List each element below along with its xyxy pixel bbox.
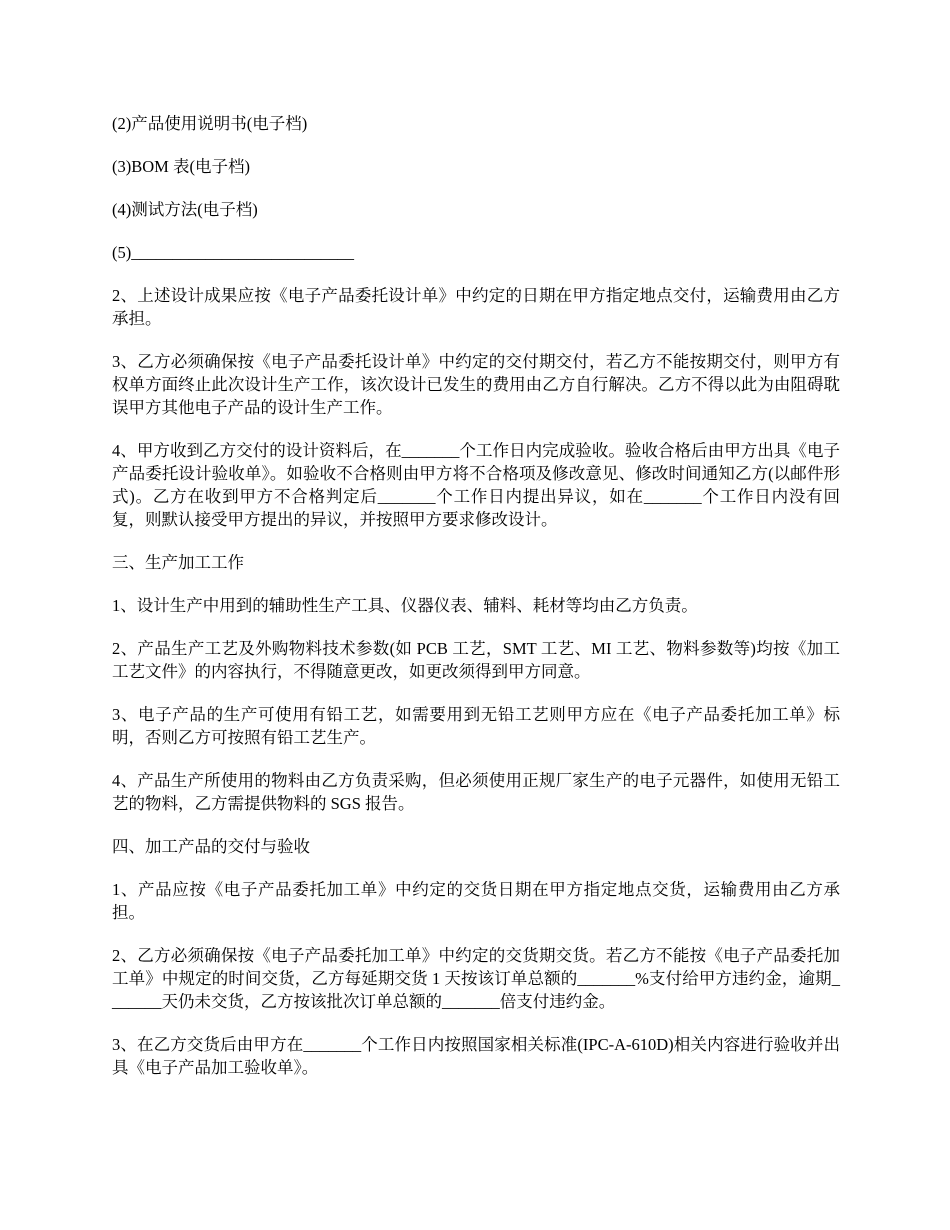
clause-lead-process: 3、电子产品的生产可使用有铅工艺，如需要用到无铅工艺则甲方应在《电子产品委托加工单》标明，否则乙方可按照有铅工艺生产。 — [112, 705, 840, 747]
list-item-test-method: (4)测试方法(电子档) — [112, 200, 258, 219]
clause-materials: 4、产品生产所使用的物料由乙方负责采购，但必须使用正规厂家生产的电子元器件，如使用无铅工艺的物料，乙方需提供物料的 SGS 报告。 — [112, 771, 840, 813]
section-heading-production: 三、生产加工工作 — [112, 553, 244, 572]
list-item-user-manual: (2)产品使用说明书(电子档) — [112, 114, 308, 133]
clause-delivery-penalty: 2、乙方必须确保按《电子产品委托加工单》中约定的交货期交货。若乙方不能按《电子产品委托加工单》中规定的时间交货，乙方每延期交货 1 天按该订单总额的_______%支付给甲方违约金，逾期_______天仍未交货，乙方按该批次订单总额的_______倍支付违约金。 — [112, 946, 840, 1011]
clause-design-delivery: 2、上述设计成果应按《电子产品委托设计单》中约定的日期在甲方指定地点交付，运输费用由乙方承担。 — [112, 286, 840, 328]
document-page — [112, 112, 840, 1099]
list-item-bom: (3)BOM 表(电子档) — [112, 157, 250, 176]
clause-production-process: 2、产品生产工艺及外购物料技术参数(如 PCB 工艺，SMT 工艺、MI 工艺、物料参数等)均按《加工工艺文件》的内容执行，不得随意更改，如更改须得到甲方同意。 — [112, 639, 840, 681]
clause-design-acceptance: 4、甲方收到乙方交付的设计资料后，在_______个工作日内完成验收。验收合格后由甲方出具《电子产品委托设计验收单》。如验收不合格则由甲方将不合格项及修改意见、修改时间通知乙方(以邮件形式)。乙方在收到甲方不合格判定后_______个工作日内提出异议，如在_______个工作日内没有回复，则默认接受甲方提出的异议，并按照甲方要求修改设计。 — [112, 441, 840, 529]
list-item-blank: (5)___________________________ — [112, 243, 354, 262]
clause-production-tools: 1、设计生产中用到的辅助性生产工具、仪器仪表、辅料、耗材等均由乙方负责。 — [112, 596, 698, 615]
clause-design-deadline: 3、乙方必须确保按《电子产品委托设计单》中约定的交付期交付，若乙方不能按期交付，则甲方有权单方面终止此次设计生产工作，该次设计已发生的费用由乙方自行解决。乙方不得以此为由阻碍耽误甲方其他电子产品的设计生产工作。 — [112, 352, 840, 417]
clause-product-acceptance: 3、在乙方交货后由甲方在_______个工作日内按照国家相关标准(IPC-A-610D)相关内容进行验收并出具《电子产品加工验收单》。 — [112, 1035, 840, 1077]
section-heading-delivery: 四、加工产品的交付与验收 — [112, 837, 310, 856]
clause-product-delivery: 1、产品应按《电子产品委托加工单》中约定的交货日期在甲方指定地点交货，运输费用由乙方承担。 — [112, 880, 840, 922]
